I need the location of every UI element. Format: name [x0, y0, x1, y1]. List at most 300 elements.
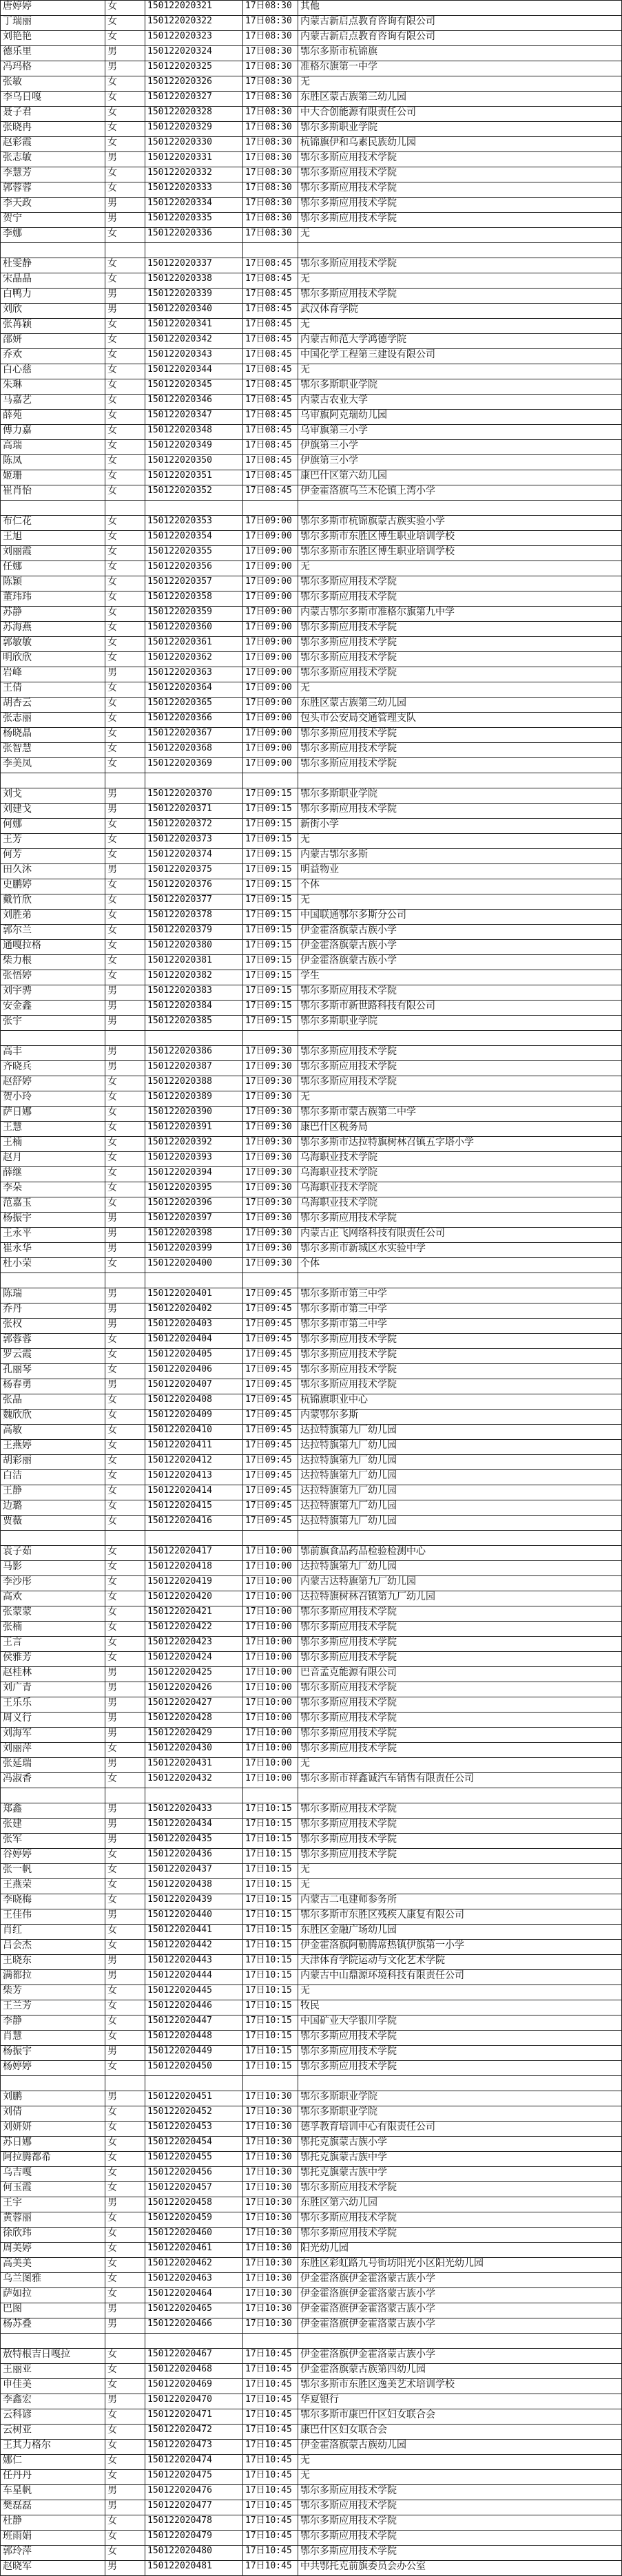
- exam-number-cell: 150122020356: [145, 561, 243, 576]
- gender-cell: 男: [105, 2318, 145, 2334]
- time-cell: 17日10:30: [243, 2106, 298, 2122]
- time-cell: 17日08:30: [243, 122, 298, 137]
- gender-cell: 女: [105, 2364, 145, 2379]
- gender-cell: 女: [105, 1122, 145, 1137]
- time-cell: 17日10:45: [243, 2409, 298, 2425]
- time-cell: [243, 1273, 298, 1288]
- employer-cell: 无: [298, 76, 622, 92]
- gender-cell: 男: [105, 1758, 145, 1773]
- exam-number-cell: 150122020342: [145, 334, 243, 349]
- gender-cell: 男: [105, 304, 145, 319]
- exam-number-cell: [145, 2334, 243, 2349]
- name-cell: 高欢: [0, 1591, 105, 1606]
- time-cell: 17日09:30: [243, 1167, 298, 1182]
- time-cell: 17日09:00: [243, 531, 298, 546]
- exam-number-cell: 150122020394: [145, 1167, 243, 1182]
- employer-cell: 无: [298, 364, 622, 379]
- exam-number-cell: 150122020385: [145, 1016, 243, 1031]
- name-cell: 袁子茹: [0, 1546, 105, 1561]
- employer-cell: 鄂尔多斯应用技术学院: [298, 1819, 622, 1834]
- name-cell: 柴芳: [0, 1985, 105, 2000]
- exam-number-cell: 150122020376: [145, 879, 243, 894]
- employer-cell: 无: [298, 894, 622, 910]
- exam-number-cell: 150122020471: [145, 2409, 243, 2425]
- employer-cell: 鄂尔多斯应用技术学院: [298, 652, 622, 667]
- gender-cell: 女: [105, 925, 145, 940]
- employer-cell: 乌审旗阿克瑞幼儿园: [298, 410, 622, 425]
- exam-number-cell: 150122020461: [145, 2243, 243, 2258]
- employer-cell: 康巴什区税务局: [298, 1122, 622, 1137]
- name-cell: 刘戈: [0, 788, 105, 804]
- time-cell: 17日08:30: [243, 167, 298, 182]
- gender-cell: [105, 773, 145, 788]
- name-cell: 李晓梅: [0, 1894, 105, 1909]
- employer-cell: 东胜区彩虹路九号街坊阳光小区阳光幼儿园: [298, 2258, 622, 2273]
- exam-number-cell: 150122020366: [145, 713, 243, 728]
- name-cell: 王丽亚: [0, 2364, 105, 2379]
- time-cell: 17日10:30: [243, 2243, 298, 2258]
- name-cell: 王其力格尔: [0, 2440, 105, 2455]
- employer-cell: 鄂尔多斯应用技术学院: [298, 198, 622, 213]
- exam-number-cell: 150122020432: [145, 1773, 243, 1788]
- time-cell: 17日09:45: [243, 1319, 298, 1334]
- time-cell: [243, 243, 298, 258]
- gender-cell: 男: [105, 2046, 145, 2061]
- exam-number-cell: 150122020455: [145, 2152, 243, 2167]
- gender-cell: 女: [105, 682, 145, 698]
- employer-cell: 伊金霍洛旗伊金霍洛蒙古族小学: [298, 2318, 622, 2334]
- gender-cell: 男: [105, 213, 145, 228]
- name-cell: 王燕荣: [0, 1879, 105, 1894]
- gender-cell: 女: [105, 1940, 145, 1955]
- name-cell: 冯淑香: [0, 1773, 105, 1788]
- exam-number-cell: 150122020472: [145, 2425, 243, 2440]
- gender-cell: 女: [105, 364, 145, 379]
- time-cell: 17日10:00: [243, 1697, 298, 1713]
- time-cell: 17日08:30: [243, 107, 298, 122]
- name-cell: 傅力嘉: [0, 425, 105, 440]
- employer-cell: 鄂尔多斯应用技术学院: [298, 1606, 622, 1622]
- exam-number-cell: 150122020452: [145, 2106, 243, 2122]
- employer-cell: 达拉特旗第九厂幼儿园: [298, 1516, 622, 1531]
- name-cell: 宋晶晶: [0, 273, 105, 289]
- time-cell: 17日08:45: [243, 485, 298, 501]
- exam-number-cell: 150122020442: [145, 1940, 243, 1955]
- employer-cell: 鄂托克旗蒙古族中学: [298, 2167, 622, 2182]
- exam-number-cell: 150122020421: [145, 1606, 243, 1622]
- time-cell: 17日09:00: [243, 637, 298, 652]
- time-cell: 17日09:00: [243, 682, 298, 698]
- name-cell: 杨振宇: [0, 2046, 105, 2061]
- name-cell: 郭尔兰: [0, 925, 105, 940]
- gender-cell: 男: [105, 2303, 145, 2318]
- time-cell: 17日10:45: [243, 2561, 298, 2576]
- employer-cell: 无: [298, 2470, 622, 2485]
- exam-number-cell: 150122020447: [145, 2015, 243, 2031]
- exam-number-cell: 150122020395: [145, 1182, 243, 1197]
- name-cell: 张悟婷: [0, 970, 105, 985]
- employer-cell: 鄂尔多斯职业学院: [298, 1016, 622, 1031]
- time-cell: 17日10:30: [243, 2288, 298, 2303]
- time-cell: 17日10:00: [243, 1561, 298, 1576]
- time-cell: 17日10:30: [243, 2167, 298, 2182]
- employer-cell: 鄂尔多斯应用技术学院: [298, 2515, 622, 2531]
- time-cell: 17日09:15: [243, 940, 298, 955]
- time-cell: 17日09:30: [243, 1122, 298, 1137]
- employer-cell: 鄂尔多斯应用技术学院: [298, 1061, 622, 1076]
- gender-cell: 男: [105, 667, 145, 682]
- gender-cell: 女: [105, 2243, 145, 2258]
- employer-cell: 鄂尔多斯市第三中学: [298, 1288, 622, 1303]
- employer-cell: 鄂前旗食品药品检验检测中心: [298, 1546, 622, 1561]
- gender-cell: 女: [105, 16, 145, 31]
- name-cell: 乔丹: [0, 1303, 105, 1319]
- name-cell: 郭玲萍: [0, 2546, 105, 2561]
- employer-cell: 鄂尔多斯市东胜区残疾人康复有限公司: [298, 1909, 622, 1925]
- gender-cell: 女: [105, 122, 145, 137]
- name-cell: 邵妍: [0, 334, 105, 349]
- employer-cell: 内蒙古二电建师参务所: [298, 1894, 622, 1909]
- name-cell: 白鸭力: [0, 289, 105, 304]
- employer-cell: 中共鄂托克前旗委员会办公室: [298, 2561, 622, 2576]
- gender-cell: 男: [105, 1061, 145, 1076]
- name-cell: 班雨娟: [0, 2531, 105, 2546]
- exam-number-cell: 150122020444: [145, 1970, 243, 1985]
- gender-cell: 女: [105, 591, 145, 607]
- gender-cell: 女: [105, 1894, 145, 1909]
- employer-cell: 鄂尔多斯应用技术学院: [298, 2546, 622, 2561]
- exam-number-cell: 150122020443: [145, 1955, 243, 1970]
- gender-cell: 女: [105, 485, 145, 501]
- exam-number-cell: 150122020435: [145, 1834, 243, 1849]
- gender-cell: 女: [105, 576, 145, 591]
- gender-cell: 女: [105, 379, 145, 395]
- name-cell: 杜小荣: [0, 1258, 105, 1273]
- name-cell: 萨如拉: [0, 2288, 105, 2303]
- exam-number-cell: 150122020389: [145, 1091, 243, 1107]
- exam-number-cell: 150122020420: [145, 1591, 243, 1606]
- time-cell: 17日09:00: [243, 561, 298, 576]
- employer-cell: 鄂托克旗蒙古族中学: [298, 2152, 622, 2167]
- name-cell: 张敏: [0, 76, 105, 92]
- employer-cell: 鄂尔多斯市东胜区逸美艺术培训学校: [298, 2379, 622, 2394]
- exam-number-cell: 150122020402: [145, 1303, 243, 1319]
- employer-cell: 伊金霍洛旗伊金霍洛蒙古族小学: [298, 2273, 622, 2288]
- name-cell: 董玮玮: [0, 591, 105, 607]
- name-cell: 刘艳艳: [0, 31, 105, 46]
- employer-cell: 鄂尔多斯应用技术学院: [298, 213, 622, 228]
- gender-cell: 女: [105, 182, 145, 198]
- employer-cell: 中国联通鄂尔多斯分公司: [298, 910, 622, 925]
- exam-number-cell: 150122020340: [145, 304, 243, 319]
- employer-cell: 鄂尔多斯应用技术学院: [298, 1046, 622, 1061]
- exam-number-cell: 150122020363: [145, 667, 243, 682]
- exam-number-cell: 150122020322: [145, 16, 243, 31]
- gender-cell: 女: [105, 1091, 145, 1107]
- name-cell: 王佳伟: [0, 1909, 105, 1925]
- name-cell: 萨日娜: [0, 1107, 105, 1122]
- exam-number-cell: 150122020371: [145, 804, 243, 819]
- name-cell: 杨苏叠: [0, 2318, 105, 2334]
- gender-cell: 女: [105, 2349, 145, 2364]
- time-cell: 17日10:15: [243, 2000, 298, 2015]
- gender-cell: 女: [105, 2515, 145, 2531]
- exam-number-cell: 150122020350: [145, 455, 243, 470]
- name-cell: 崔肖怡: [0, 485, 105, 501]
- exam-number-cell: 150122020409: [145, 1410, 243, 1425]
- time-cell: 17日10:15: [243, 2046, 298, 2061]
- employer-cell: 内蒙古师范大学鸿德学院: [298, 334, 622, 349]
- time-cell: 17日09:30: [243, 1228, 298, 1243]
- time-cell: 17日08:30: [243, 213, 298, 228]
- name-cell: 贺小玲: [0, 1091, 105, 1107]
- name-cell: 李天政: [0, 198, 105, 213]
- employer-cell: 内蒙古农业大学: [298, 395, 622, 410]
- exam-number-cell: 150122020341: [145, 319, 243, 334]
- employer-cell: 鄂尔多斯应用技术学院: [298, 2061, 622, 2076]
- name-cell: 刘丽萍: [0, 1743, 105, 1758]
- gender-cell: 男: [105, 1319, 145, 1334]
- gender-cell: 女: [105, 1167, 145, 1182]
- exam-number-cell: 150122020469: [145, 2379, 243, 2394]
- name-cell: 肖红: [0, 1925, 105, 1940]
- employer-cell: 达拉特旗树林召镇第九厂幼儿园: [298, 1591, 622, 1606]
- exam-number-cell: 150122020456: [145, 2167, 243, 2182]
- exam-number-cell: 150122020428: [145, 1713, 243, 1728]
- name-cell: 娜仁: [0, 2455, 105, 2470]
- gender-cell: 女: [105, 1773, 145, 1788]
- gender-cell: 女: [105, 470, 145, 485]
- time-cell: 17日10:15: [243, 1894, 298, 1909]
- exam-number-cell: 150122020375: [145, 864, 243, 879]
- name-cell: [0, 1531, 105, 1546]
- employer-cell: 鄂尔多斯应用技术学院: [298, 1803, 622, 1819]
- time-cell: 17日09:15: [243, 849, 298, 864]
- time-cell: 17日08:45: [243, 395, 298, 410]
- employer-cell: 其他: [298, 1, 622, 16]
- employer-cell: 伊旗第三小学: [298, 455, 622, 470]
- employer-cell: [298, 1788, 622, 1803]
- time-cell: 17日10:45: [243, 2515, 298, 2531]
- gender-cell: 女: [105, 1985, 145, 2000]
- name-cell: 范嘉玉: [0, 1197, 105, 1213]
- gender-cell: 女: [105, 2258, 145, 2273]
- gender-cell: 女: [105, 1137, 145, 1152]
- gender-cell: 男: [105, 1213, 145, 1228]
- employer-cell: 鄂托克旗蒙古族小学: [298, 2137, 622, 2152]
- exam-number-cell: 150122020384: [145, 1001, 243, 1016]
- exam-number-cell: 150122020339: [145, 289, 243, 304]
- gender-cell: 女: [105, 455, 145, 470]
- employer-cell: 伊旗第三小学: [298, 440, 622, 455]
- exam-number-cell: 150122020348: [145, 425, 243, 440]
- gender-cell: 女: [105, 2273, 145, 2288]
- gender-cell: 女: [105, 955, 145, 970]
- exam-number-cell: 150122020367: [145, 728, 243, 743]
- time-cell: 17日10:00: [243, 1667, 298, 1682]
- exam-number-cell: 150122020459: [145, 2212, 243, 2228]
- time-cell: 17日10:30: [243, 2091, 298, 2106]
- time-cell: 17日10:30: [243, 2182, 298, 2197]
- exam-number-cell: 150122020425: [145, 1667, 243, 1682]
- name-cell: 王言: [0, 1637, 105, 1652]
- name-cell: 申佳美: [0, 2379, 105, 2394]
- name-cell: 刘宇骋: [0, 985, 105, 1001]
- name-cell: 杜静: [0, 2515, 105, 2531]
- name-cell: 车星帆: [0, 2485, 105, 2500]
- exam-number-cell: 150122020362: [145, 652, 243, 667]
- name-cell: 杨晓晶: [0, 728, 105, 743]
- exam-number-cell: 150122020400: [145, 1258, 243, 1273]
- exam-number-cell: [145, 1031, 243, 1046]
- exam-number-cell: 150122020478: [145, 2515, 243, 2531]
- name-cell: 李乌日嘎: [0, 92, 105, 107]
- gender-cell: 女: [105, 2106, 145, 2122]
- time-cell: 17日10:30: [243, 2318, 298, 2334]
- gender-cell: 女: [105, 1561, 145, 1576]
- employer-cell: 准格尔旗第一中学: [298, 61, 622, 76]
- gender-cell: 女: [105, 2531, 145, 2546]
- exam-number-cell: 150122020345: [145, 379, 243, 395]
- exam-number-cell: 150122020480: [145, 2546, 243, 2561]
- employer-cell: [298, 501, 622, 516]
- name-cell: 魏欣欣: [0, 1410, 105, 1425]
- employer-cell: [298, 1031, 622, 1046]
- time-cell: 17日08:30: [243, 61, 298, 76]
- employer-cell: 德孚教育培训中心有限责任公司: [298, 2122, 622, 2137]
- gender-cell: 女: [105, 258, 145, 273]
- employer-cell: [298, 1531, 622, 1546]
- gender-cell: 女: [105, 319, 145, 334]
- name-cell: 薛继: [0, 1167, 105, 1182]
- name-cell: 马嘉艺: [0, 395, 105, 410]
- exam-number-cell: 150122020334: [145, 198, 243, 213]
- gender-cell: 女: [105, 516, 145, 531]
- employer-cell: 无: [298, 561, 622, 576]
- exam-number-cell: 150122020431: [145, 1758, 243, 1773]
- employer-cell: 鄂尔多斯市新城区水实验中学: [298, 1243, 622, 1258]
- exam-number-cell: 150122020386: [145, 1046, 243, 1061]
- name-cell: 齐晓兵: [0, 1061, 105, 1076]
- name-cell: 张志敏: [0, 152, 105, 167]
- employer-cell: 鄂尔多斯应用技术学院: [298, 1334, 622, 1349]
- gender-cell: 男: [105, 61, 145, 76]
- employer-cell: 鄂尔多斯应用技术学院: [298, 758, 622, 773]
- time-cell: 17日09:15: [243, 925, 298, 940]
- exam-number-cell: 150122020377: [145, 894, 243, 910]
- name-cell: 李慧芳: [0, 167, 105, 182]
- time-cell: 17日10:00: [243, 1728, 298, 1743]
- gender-cell: 女: [105, 607, 145, 622]
- employer-cell: 鄂尔多斯市东胜区博生职业培训学校: [298, 546, 622, 561]
- exam-number-cell: 150122020476: [145, 2485, 243, 2500]
- name-cell: [0, 1788, 105, 1803]
- time-cell: [243, 1788, 298, 1803]
- time-cell: 17日09:30: [243, 1076, 298, 1091]
- name-cell: [0, 501, 105, 516]
- name-cell: 张苒颖: [0, 319, 105, 334]
- exam-number-cell: 150122020481: [145, 2561, 243, 2576]
- time-cell: 17日08:30: [243, 76, 298, 92]
- time-cell: 17日10:00: [243, 1758, 298, 1773]
- name-cell: 刘建戈: [0, 804, 105, 819]
- employer-cell: 鄂尔多斯应用技术学院: [298, 1697, 622, 1713]
- name-cell: 白洁: [0, 1470, 105, 1485]
- exam-number-cell: 150122020387: [145, 1061, 243, 1076]
- employer-cell: 鄂尔多斯应用技术学院: [298, 1728, 622, 1743]
- employer-cell: 新街小学: [298, 819, 622, 834]
- name-cell: 安金鑫: [0, 1001, 105, 1016]
- gender-cell: 女: [105, 2015, 145, 2031]
- time-cell: 17日09:00: [243, 698, 298, 713]
- gender-cell: 女: [105, 107, 145, 122]
- name-cell: 刘鹏: [0, 2091, 105, 2106]
- name-cell: 布仁花: [0, 516, 105, 531]
- exam-number-cell: 150122020393: [145, 1152, 243, 1167]
- time-cell: 17日09:00: [243, 758, 298, 773]
- name-cell: 高敏: [0, 1425, 105, 1440]
- name-cell: 王燕婷: [0, 1440, 105, 1455]
- time-cell: 17日10:45: [243, 2425, 298, 2440]
- exam-number-cell: 150122020325: [145, 61, 243, 76]
- name-cell: 王倩: [0, 682, 105, 698]
- exam-number-cell: 150122020337: [145, 258, 243, 273]
- employer-cell: 伊金霍洛旗蒙古族幼儿园: [298, 2440, 622, 2455]
- name-cell: 高美美: [0, 2258, 105, 2273]
- time-cell: 17日09:15: [243, 894, 298, 910]
- time-cell: 17日10:00: [243, 1743, 298, 1758]
- gender-cell: 男: [105, 1697, 145, 1713]
- employer-cell: 鄂尔多斯应用技术学院: [298, 985, 622, 1001]
- gender-cell: 男: [105, 1803, 145, 1819]
- time-cell: 17日10:00: [243, 1606, 298, 1622]
- employer-cell: 无: [298, 1864, 622, 1879]
- time-cell: 17日08:45: [243, 410, 298, 425]
- exam-number-cell: 150122020415: [145, 1500, 243, 1516]
- gender-cell: 女: [105, 2061, 145, 2076]
- time-cell: 17日10:15: [243, 1970, 298, 1985]
- time-cell: 17日08:45: [243, 319, 298, 334]
- time-cell: 17日10:15: [243, 1925, 298, 1940]
- name-cell: 苏静: [0, 607, 105, 622]
- exam-number-cell: 150122020330: [145, 137, 243, 152]
- time-cell: 17日09:15: [243, 955, 298, 970]
- employer-cell: 康巴什区妇女联合会: [298, 2425, 622, 2440]
- employer-cell: 鄂尔多斯应用技术学院: [298, 1364, 622, 1379]
- gender-cell: 女: [105, 1076, 145, 1091]
- employer-cell: 鄂尔多斯职业学院: [298, 379, 622, 395]
- gender-cell: 男: [105, 152, 145, 167]
- gender-cell: 男: [105, 1819, 145, 1834]
- exam-number-cell: 150122020369: [145, 758, 243, 773]
- time-cell: 17日08:30: [243, 137, 298, 152]
- time-cell: 17日09:45: [243, 1334, 298, 1349]
- gender-cell: 女: [105, 622, 145, 637]
- name-cell: 王永平: [0, 1228, 105, 1243]
- gender-cell: 女: [105, 1107, 145, 1122]
- time-cell: 17日09:45: [243, 1364, 298, 1379]
- exam-number-cell: 150122020355: [145, 546, 243, 561]
- time-cell: 17日08:45: [243, 455, 298, 470]
- employer-cell: 鄂尔多斯市蒙古族第二中学: [298, 1107, 622, 1122]
- exam-number-cell: [145, 2076, 243, 2091]
- exam-number-cell: 150122020346: [145, 395, 243, 410]
- time-cell: 17日09:45: [243, 1500, 298, 1516]
- time-cell: 17日09:15: [243, 910, 298, 925]
- exam-number-cell: [145, 1273, 243, 1288]
- time-cell: 17日09:00: [243, 622, 298, 637]
- gender-cell: 男: [105, 2485, 145, 2500]
